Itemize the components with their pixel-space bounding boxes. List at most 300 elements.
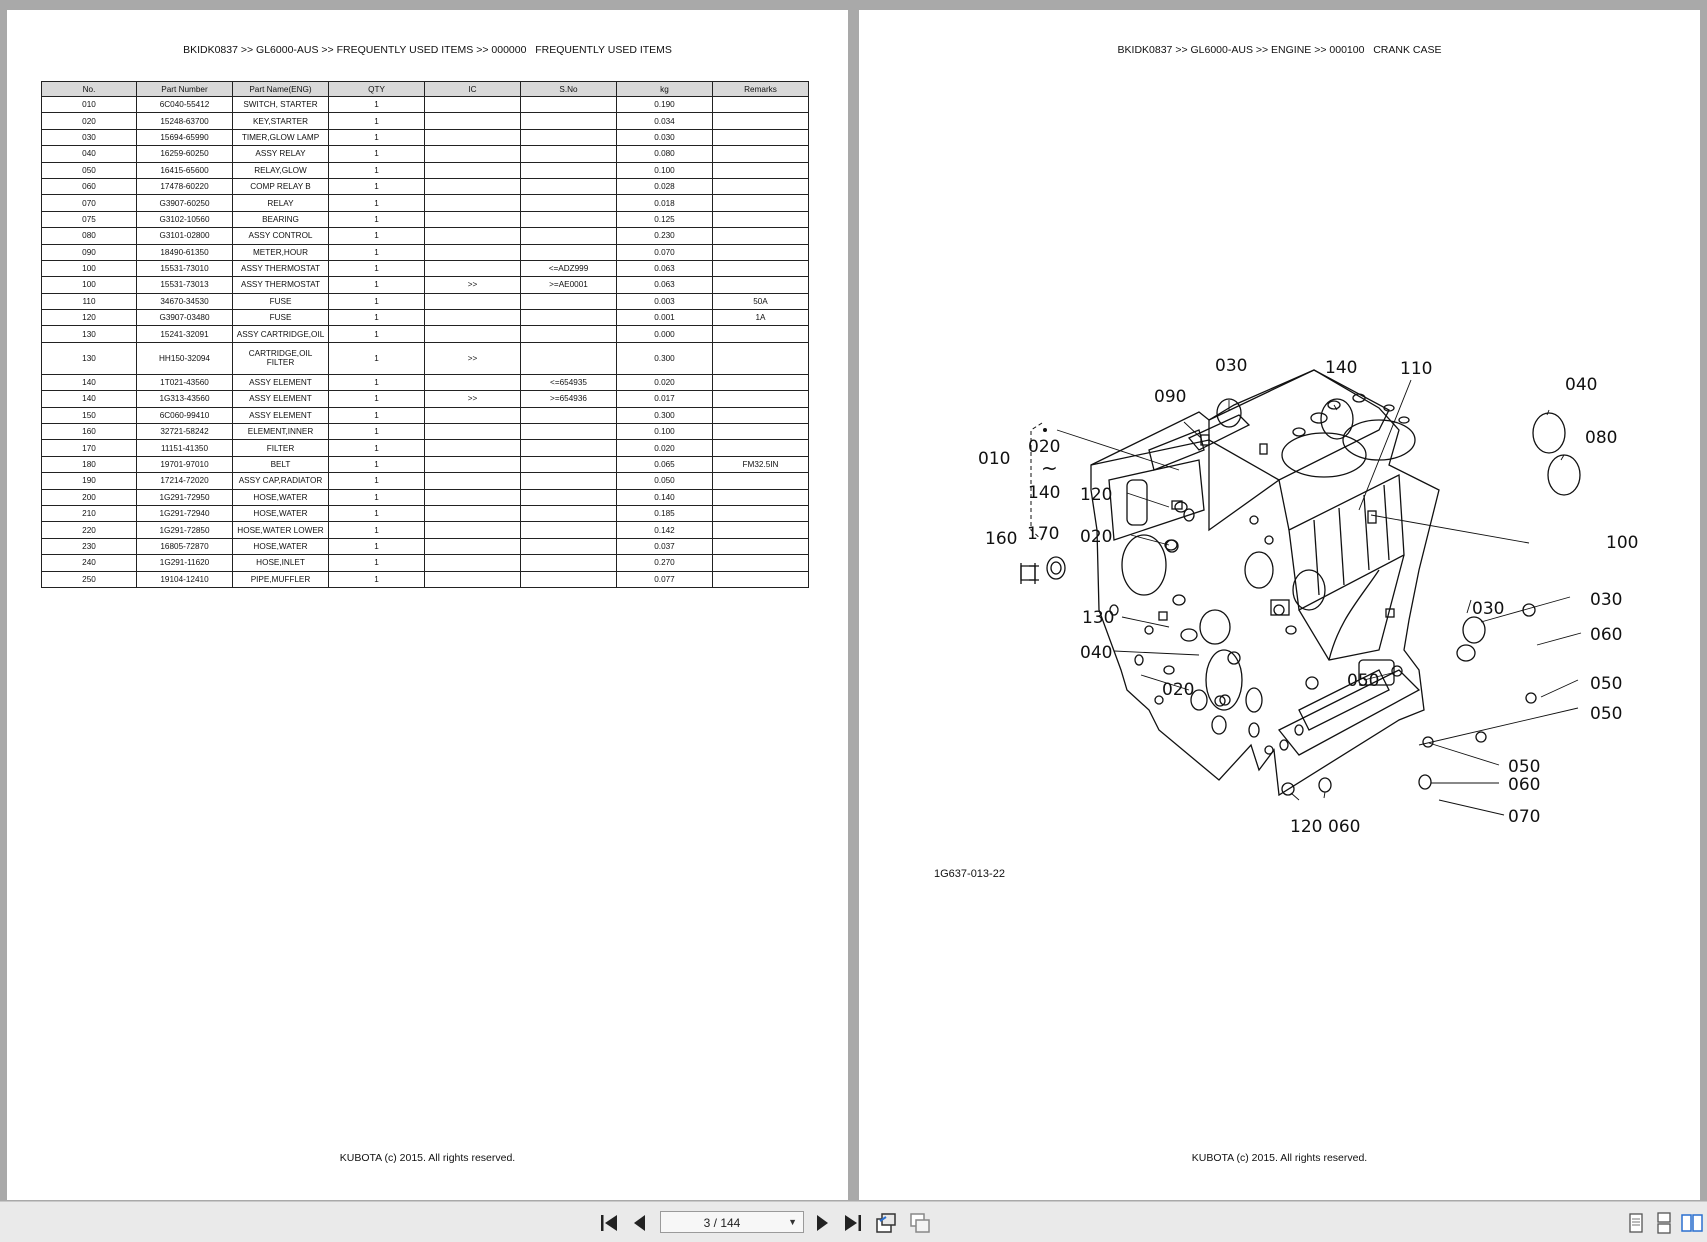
cell-no: 220	[42, 522, 137, 538]
cell-part-name: ASSY CARTRIDGE,OIL	[233, 326, 329, 342]
cell-ic	[425, 374, 521, 390]
cell-part-name: PIPE,MUFFLER	[233, 571, 329, 587]
cell-remarks	[713, 195, 809, 211]
cell-part-number: 34670-34530	[137, 293, 233, 309]
cell-part-number: 15241-32091	[137, 326, 233, 342]
bracket-dot	[1043, 428, 1047, 432]
cell-part-name: SWITCH, STARTER	[233, 97, 329, 113]
table-row	[42, 391, 809, 407]
cell-sno	[521, 571, 617, 587]
table-row	[42, 538, 809, 554]
table-row	[42, 244, 809, 260]
callout-label: 050	[1590, 674, 1623, 694]
cell-ic	[425, 146, 521, 162]
cell-part-name: COMP RELAY B	[233, 178, 329, 194]
cell-sno	[521, 407, 617, 423]
cell-sno	[521, 228, 617, 244]
cell-remarks	[713, 277, 809, 293]
cell-part-name: FUSE	[233, 293, 329, 309]
table-row	[42, 473, 809, 489]
cell-sno: >=654936	[521, 391, 617, 407]
cell-part-number: 32721-58242	[137, 424, 233, 440]
callout-leaders	[1057, 380, 1581, 815]
cell-part-number: 18490-61350	[137, 244, 233, 260]
callout-label: 110	[1400, 359, 1433, 379]
cell-sno: <=654935	[521, 374, 617, 390]
cell-no: 060	[42, 178, 137, 194]
cell-no: 210	[42, 505, 137, 521]
callout-label: 050	[1347, 671, 1380, 691]
cell-kg: 0.037	[617, 538, 713, 554]
cell-no: 010	[42, 97, 137, 113]
cell-sno	[521, 489, 617, 505]
cell-part-number: 6C040-55412	[137, 97, 233, 113]
right-page	[859, 10, 1700, 1200]
cell-remarks	[713, 260, 809, 276]
cell-no: 050	[42, 162, 137, 178]
cell-qty: 1	[329, 129, 425, 145]
insert-page-icon[interactable]	[908, 1211, 932, 1235]
table-row	[42, 342, 809, 374]
col-kg: kg	[617, 82, 713, 97]
cell-ic	[425, 440, 521, 456]
cell-part-number: 15531-73013	[137, 277, 233, 293]
cell-remarks	[713, 129, 809, 145]
callout-label: 070	[1508, 807, 1541, 827]
page-indicator: 3 / 144	[703, 1216, 741, 1230]
cell-ic	[425, 555, 521, 571]
cell-qty: 1	[329, 244, 425, 260]
cell-sno	[521, 178, 617, 194]
cell-sno	[521, 538, 617, 554]
cell-part-name: ASSY THERMOSTAT	[233, 260, 329, 276]
cell-no: 110	[42, 293, 137, 309]
cell-part-number: G3907-03480	[137, 310, 233, 326]
callout-label: 160	[985, 529, 1018, 549]
cell-part-name: KEY,STARTER	[233, 113, 329, 129]
cell-kg: 0.080	[617, 146, 713, 162]
cell-remarks	[713, 407, 809, 423]
cell-kg: 0.001	[617, 310, 713, 326]
callout-label: 060	[1508, 775, 1541, 795]
table-row	[42, 260, 809, 276]
cell-qty: 1	[329, 277, 425, 293]
cell-ic	[425, 538, 521, 554]
callout-label: 060	[1590, 625, 1623, 645]
cell-no: 160	[42, 424, 137, 440]
cell-ic	[425, 228, 521, 244]
cell-remarks	[713, 571, 809, 587]
col-part-number: Part Number	[137, 82, 233, 97]
last-page-icon[interactable]	[841, 1211, 865, 1235]
cell-part-number: 1G291-72950	[137, 489, 233, 505]
cell-kg: 0.077	[617, 571, 713, 587]
cell-kg: 0.065	[617, 456, 713, 472]
cell-part-name: FILTER	[233, 440, 329, 456]
extract-page-icon[interactable]	[874, 1211, 898, 1235]
cell-remarks: 1A	[713, 310, 809, 326]
cell-remarks	[713, 440, 809, 456]
cell-ic	[425, 522, 521, 538]
cell-kg: 0.018	[617, 195, 713, 211]
cell-qty: 1	[329, 97, 425, 113]
cell-ic: >>	[425, 391, 521, 407]
copyright-footer: KUBOTA (c) 2015. All rights reserved.	[1191, 1152, 1368, 1164]
cell-part-number: 16415-65600	[137, 162, 233, 178]
cell-part-name: ASSY ELEMENT	[233, 391, 329, 407]
cell-sno	[521, 97, 617, 113]
col-remarks: Remarks	[713, 82, 809, 97]
cell-qty: 1	[329, 162, 425, 178]
cell-sno	[521, 310, 617, 326]
cell-no: 190	[42, 473, 137, 489]
cell-part-number: 19701-97010	[137, 456, 233, 472]
cell-kg: 0.063	[617, 260, 713, 276]
parts-table	[41, 81, 809, 588]
cell-ic	[425, 326, 521, 342]
cell-no: 230	[42, 538, 137, 554]
cell-remarks	[713, 374, 809, 390]
cell-qty: 1	[329, 505, 425, 521]
cell-no: 140	[42, 374, 137, 390]
cell-remarks	[713, 244, 809, 260]
cell-remarks	[713, 342, 809, 374]
cell-no: 040	[42, 146, 137, 162]
cell-no: 250	[42, 571, 137, 587]
cell-no: 090	[42, 244, 137, 260]
cell-qty: 1	[329, 342, 425, 374]
cell-part-name: BELT	[233, 456, 329, 472]
cell-kg: 0.034	[617, 113, 713, 129]
cell-part-name: BEARING	[233, 211, 329, 227]
cell-ic	[425, 97, 521, 113]
table-row	[42, 424, 809, 440]
callout-label: 130	[1082, 608, 1115, 628]
cell-no: 100	[42, 260, 137, 276]
cell-kg: 0.100	[617, 162, 713, 178]
cell-part-number: 16805-72870	[137, 538, 233, 554]
cell-ic	[425, 310, 521, 326]
cell-kg: 0.063	[617, 277, 713, 293]
cell-ic	[425, 162, 521, 178]
table-row	[42, 310, 809, 326]
cell-no: 030	[42, 129, 137, 145]
cell-no: 130	[42, 326, 137, 342]
cell-ic	[425, 195, 521, 211]
cell-part-number: 17478-60220	[137, 178, 233, 194]
cell-sno	[521, 113, 617, 129]
single-page-view-icon[interactable]	[1624, 1211, 1648, 1235]
cell-kg: 0.000	[617, 326, 713, 342]
cell-no: 180	[42, 456, 137, 472]
cell-sno	[521, 505, 617, 521]
cell-sno	[521, 555, 617, 571]
cell-part-number: 16259-60250	[137, 146, 233, 162]
cell-ic	[425, 244, 521, 260]
cell-ic	[425, 489, 521, 505]
cell-no: 130	[42, 342, 137, 374]
table-row	[42, 113, 809, 129]
cell-sno: >=AE0001	[521, 277, 617, 293]
cell-remarks	[713, 489, 809, 505]
first-page-icon[interactable]	[597, 1211, 621, 1235]
col-part-name: Part Name(ENG)	[233, 82, 329, 97]
cell-part-number: 1G291-72940	[137, 505, 233, 521]
cell-qty: 1	[329, 407, 425, 423]
cell-part-number: G3907-60250	[137, 195, 233, 211]
callout-label: 120	[1290, 817, 1323, 837]
callout-label: 030	[1215, 356, 1248, 376]
cell-part-number: 19104-12410	[137, 571, 233, 587]
callout-label: 040	[1565, 375, 1598, 395]
cell-sno	[521, 424, 617, 440]
cell-part-name: ASSY CONTROL	[233, 228, 329, 244]
cell-qty: 1	[329, 211, 425, 227]
crank-case-drawing	[1021, 370, 1580, 795]
cell-part-name: ASSY RELAY	[233, 146, 329, 162]
cell-qty: 1	[329, 146, 425, 162]
cell-remarks	[713, 211, 809, 227]
cell-part-number: 1G291-72850	[137, 522, 233, 538]
page-selector[interactable]	[660, 1211, 804, 1233]
callout-label: 030	[1472, 599, 1505, 619]
table-header-row	[42, 82, 809, 97]
cell-part-number: G3102-10560	[137, 211, 233, 227]
callout-label: 040	[1080, 643, 1113, 663]
col-no: No.	[42, 82, 137, 97]
cell-sno	[521, 244, 617, 260]
table-row	[42, 195, 809, 211]
cell-remarks	[713, 555, 809, 571]
cell-ic	[425, 113, 521, 129]
breadcrumb: BKIDK0837 >> GL6000-AUS >> FREQUENTLY USED ITEMS >> 000000 FREQUENTLY USED ITEMS	[183, 44, 672, 56]
callout-label: 080	[1585, 428, 1618, 448]
cell-qty: 1	[329, 440, 425, 456]
cell-part-number: HH150-32094	[137, 342, 233, 374]
cell-part-name: ASSY ELEMENT	[233, 407, 329, 423]
cell-sno	[521, 195, 617, 211]
cell-part-number: 15248-63700	[137, 113, 233, 129]
callout-label: 140	[1325, 358, 1358, 378]
callout-label: 090	[1154, 387, 1187, 407]
table-row	[42, 211, 809, 227]
cell-ic	[425, 260, 521, 276]
table-row	[42, 178, 809, 194]
table-row	[42, 162, 809, 178]
cell-part-number: 11151-41350	[137, 440, 233, 456]
cell-no: 075	[42, 211, 137, 227]
cell-part-number: 1T021-43560	[137, 374, 233, 390]
table-row	[42, 326, 809, 342]
table-row	[42, 571, 809, 587]
table-row	[42, 505, 809, 521]
col-ic: IC	[425, 82, 521, 97]
cell-part-number: 15694-65990	[137, 129, 233, 145]
cell-part-name: RELAY	[233, 195, 329, 211]
cell-qty: 1	[329, 260, 425, 276]
cell-no: 020	[42, 113, 137, 129]
cell-qty: 1	[329, 391, 425, 407]
cell-part-number: 17214-72020	[137, 473, 233, 489]
cell-remarks	[713, 391, 809, 407]
cell-remarks	[713, 146, 809, 162]
cell-kg: 0.185	[617, 505, 713, 521]
callout-label: ~	[1041, 456, 1058, 480]
cell-part-number: G3101-02800	[137, 228, 233, 244]
cell-part-name: ELEMENT,INNER	[233, 424, 329, 440]
prev-page-icon[interactable]	[628, 1211, 652, 1235]
cell-remarks	[713, 424, 809, 440]
cell-part-name: HOSE,WATER	[233, 505, 329, 521]
cell-no: 140	[42, 391, 137, 407]
cell-remarks	[713, 97, 809, 113]
cell-part-name: METER,HOUR	[233, 244, 329, 260]
cell-no: 080	[42, 228, 137, 244]
cell-kg: 0.017	[617, 391, 713, 407]
cell-kg: 0.125	[617, 211, 713, 227]
table-row	[42, 440, 809, 456]
table-row	[42, 129, 809, 145]
cell-sno	[521, 293, 617, 309]
cell-kg: 0.270	[617, 555, 713, 571]
cell-remarks	[713, 522, 809, 538]
table-row	[42, 277, 809, 293]
cell-kg: 0.030	[617, 129, 713, 145]
cell-sno	[521, 129, 617, 145]
cell-ic	[425, 456, 521, 472]
cell-remarks: FM32.5IN	[713, 456, 809, 472]
table-row	[42, 293, 809, 309]
cell-sno: <=ADZ999	[521, 260, 617, 276]
callout-label: 050	[1508, 757, 1541, 777]
cell-kg: 0.140	[617, 489, 713, 505]
table-row	[42, 456, 809, 472]
table-row	[42, 146, 809, 162]
cell-remarks	[713, 178, 809, 194]
cell-sno	[521, 456, 617, 472]
cell-no: 200	[42, 489, 137, 505]
cell-qty: 1	[329, 178, 425, 194]
cell-remarks	[713, 473, 809, 489]
cell-qty: 1	[329, 473, 425, 489]
cell-remarks	[713, 228, 809, 244]
cell-no: 100	[42, 277, 137, 293]
callout-label: 020	[1028, 437, 1061, 457]
cell-qty: 1	[329, 310, 425, 326]
cell-remarks	[713, 113, 809, 129]
cell-part-number: 1G313-43560	[137, 391, 233, 407]
cell-part-name: TIMER,GLOW LAMP	[233, 129, 329, 145]
col-sno: S.No	[521, 82, 617, 97]
table-row	[42, 97, 809, 113]
cell-qty: 1	[329, 424, 425, 440]
cell-part-name: ASSY CAP,RADIATOR	[233, 473, 329, 489]
cell-kg: 0.050	[617, 473, 713, 489]
cell-kg: 0.300	[617, 407, 713, 423]
cell-no: 150	[42, 407, 137, 423]
cell-qty: 1	[329, 522, 425, 538]
callout-label: 050	[1590, 704, 1623, 724]
cell-part-name: ASSY THERMOSTAT	[233, 277, 329, 293]
cell-kg: 0.003	[617, 293, 713, 309]
cell-sno	[521, 522, 617, 538]
cell-part-name: HOSE,WATER	[233, 538, 329, 554]
callout-label: 010	[978, 449, 1011, 469]
cell-remarks: 50A	[713, 293, 809, 309]
cell-part-name: FUSE	[233, 310, 329, 326]
two-page-view-icon[interactable]	[1680, 1211, 1704, 1235]
cell-kg: 0.020	[617, 440, 713, 456]
cell-no: 170	[42, 440, 137, 456]
cell-sno	[521, 473, 617, 489]
cell-ic: >>	[425, 342, 521, 374]
table-row	[42, 489, 809, 505]
callout-label: 170	[1027, 524, 1060, 544]
cell-kg: 0.100	[617, 424, 713, 440]
cell-kg: 0.230	[617, 228, 713, 244]
cell-remarks	[713, 505, 809, 521]
cell-qty: 1	[329, 489, 425, 505]
cell-ic	[425, 407, 521, 423]
table-row	[42, 555, 809, 571]
next-page-icon[interactable]	[810, 1211, 834, 1235]
cell-kg: 0.300	[617, 342, 713, 374]
callout-label: 120	[1080, 485, 1113, 505]
cell-qty: 1	[329, 456, 425, 472]
viewer-toolbar	[0, 1201, 1707, 1242]
cell-kg: 0.028	[617, 178, 713, 194]
copyright-footer: KUBOTA (c) 2015. All rights reserved.	[339, 1152, 516, 1164]
cell-ic	[425, 505, 521, 521]
cell-ic	[425, 178, 521, 194]
cell-part-name: RELAY,GLOW	[233, 162, 329, 178]
cell-part-name: HOSE,WATER LOWER	[233, 522, 329, 538]
cell-ic	[425, 211, 521, 227]
cell-sno	[521, 326, 617, 342]
cell-no: 120	[42, 310, 137, 326]
breadcrumb: BKIDK0837 >> GL6000-AUS >> ENGINE >> 000100 CRANK CASE	[1117, 44, 1442, 56]
cell-part-name: CARTRIDGE,OIL FILTER	[233, 342, 329, 374]
cell-part-name: ASSY ELEMENT	[233, 374, 329, 390]
continuous-view-icon[interactable]	[1652, 1211, 1676, 1235]
callout-label: 060	[1328, 817, 1361, 837]
figure-code: 1G637-013-22	[934, 868, 1005, 880]
cell-sno	[521, 342, 617, 374]
cell-qty: 1	[329, 571, 425, 587]
cell-ic	[425, 473, 521, 489]
table-row	[42, 407, 809, 423]
cell-qty: 1	[329, 374, 425, 390]
cell-qty: 1	[329, 293, 425, 309]
table-row	[42, 374, 809, 390]
cell-no: 240	[42, 555, 137, 571]
cell-ic	[425, 129, 521, 145]
callout-label: 020	[1162, 680, 1195, 700]
callout-label: 020	[1080, 527, 1113, 547]
cell-kg: 0.142	[617, 522, 713, 538]
cell-kg: 0.020	[617, 374, 713, 390]
cell-sno	[521, 440, 617, 456]
cell-qty: 1	[329, 195, 425, 211]
cell-sno	[521, 146, 617, 162]
col-qty: QTY	[329, 82, 425, 97]
cell-part-number: 1G291-11620	[137, 555, 233, 571]
callout-label: 100	[1606, 533, 1639, 553]
crank-case-diagram	[859, 10, 1700, 1200]
callout-label: 140	[1028, 483, 1061, 503]
cell-part-number: 6C060-99410	[137, 407, 233, 423]
cell-ic: >>	[425, 277, 521, 293]
